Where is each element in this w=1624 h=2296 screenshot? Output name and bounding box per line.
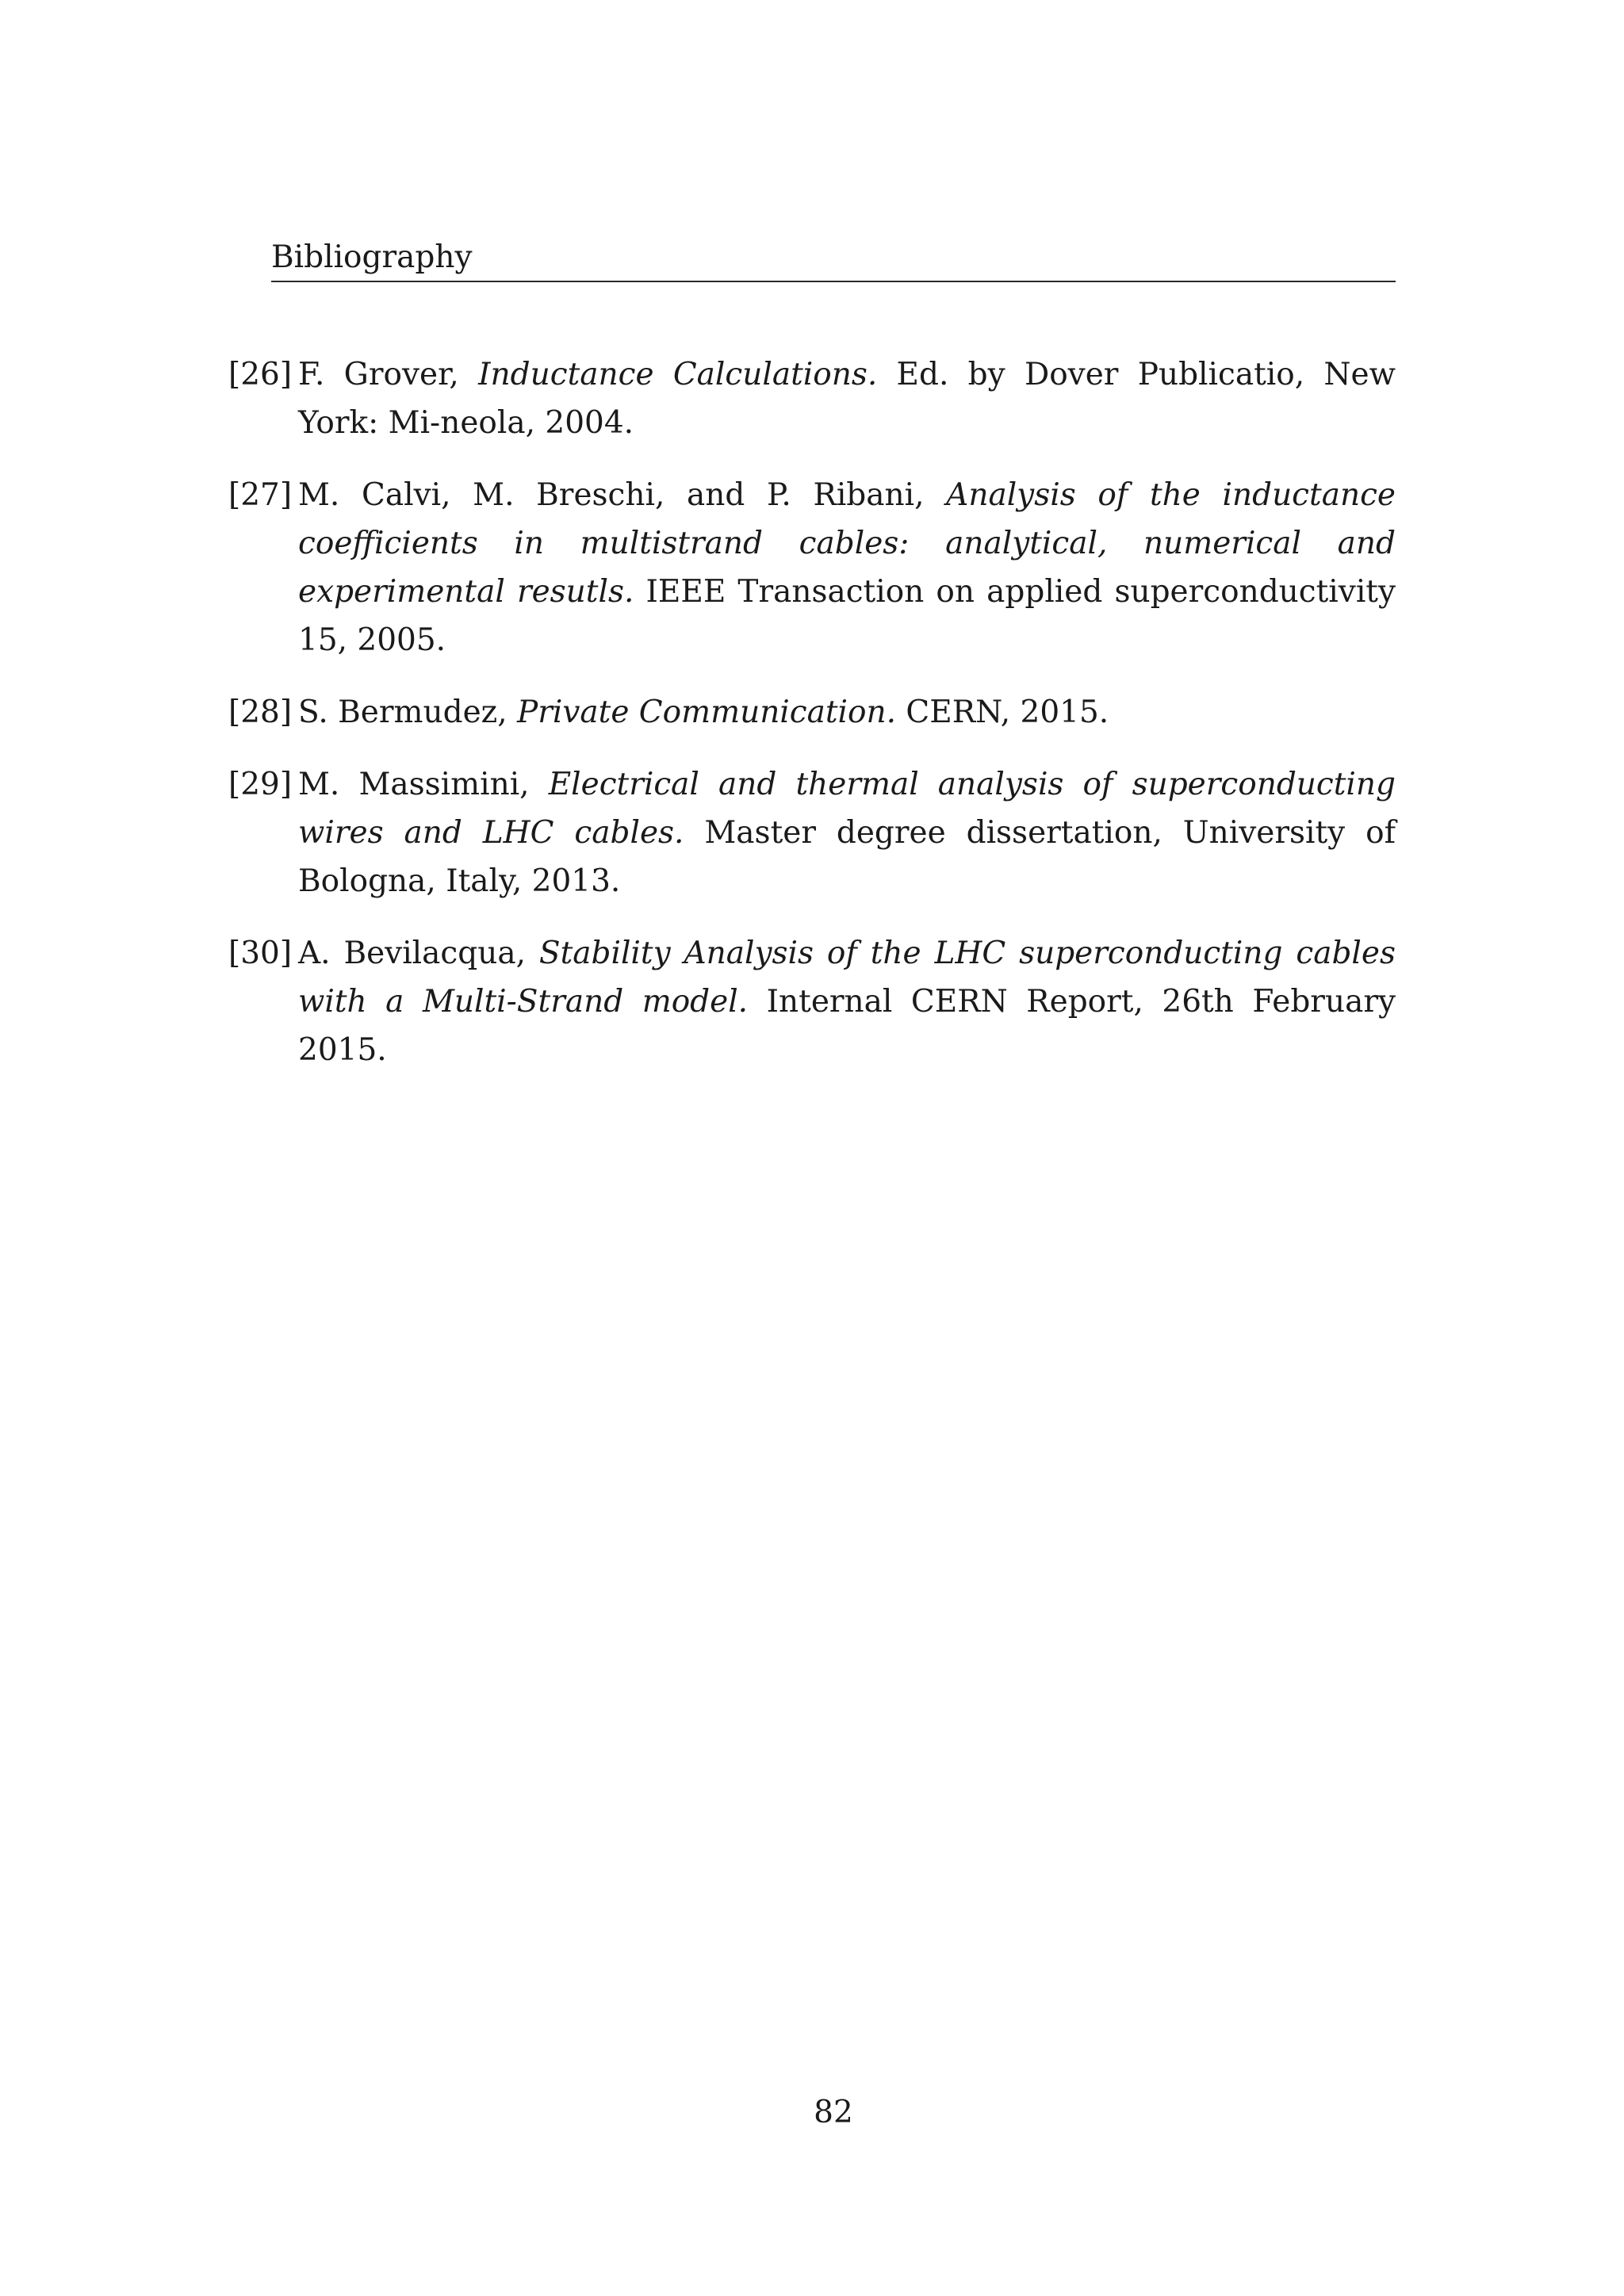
reference-authors: S. Bermudez, [298, 695, 517, 730]
bibliography-list [228, 350, 1396, 1098]
reference-title: Electrical and thermal analysis of superconducting wires and LHC cables. [298, 767, 1396, 851]
reference-title: Private Communication. [517, 695, 897, 730]
reference-entry [228, 760, 1396, 905]
reference-details: Ed. by Dover Publicatio, New York: Mi-neola, 2004. [298, 357, 1396, 441]
reference-number: [30] [228, 936, 293, 971]
reference-entry [228, 471, 1396, 664]
reference-entry [228, 929, 1396, 1074]
reference-details: Master degree dissertation, University of Bologna, Italy, 2013. [298, 815, 1396, 899]
reference-authors: F. Grover, [298, 357, 479, 392]
reference-title: Analysis of the inductance coefficients in multistrand cables: analytical, numerical and experimental resutls. [298, 477, 1396, 610]
reference-details: CERN, 2015. [896, 695, 1109, 730]
reference-text [298, 471, 1396, 664]
reference-text [298, 350, 1396, 447]
header-rule [271, 281, 1396, 282]
reference-entry [228, 350, 1396, 447]
reference-authors: M. Calvi, M. Breschi, and P. Ribani, [298, 477, 947, 513]
reference-title: Stability Analysis of the LHC superconducting cables with a Multi-Strand model. [298, 936, 1396, 1020]
reference-number: [27] [228, 477, 293, 513]
reference-title: Inductance Calculations. [478, 357, 878, 392]
page-number: 82 [814, 2095, 853, 2130]
reference-text [298, 688, 1396, 737]
reference-text [298, 760, 1396, 905]
reference-number: [28] [228, 695, 293, 730]
reference-number: [29] [228, 767, 293, 802]
reference-details: IEEE Transaction on applied superconductivity 15, 2005. [298, 574, 1396, 658]
reference-details: Internal CERN Report, 26th February 2015. [298, 984, 1396, 1068]
running-header: Bibliography [271, 239, 473, 275]
reference-text [298, 929, 1396, 1074]
reference-authors: A. Bevilacqua, [298, 936, 539, 971]
reference-authors: M. Massimini, [298, 767, 549, 802]
reference-number: [26] [228, 357, 293, 392]
reference-entry [228, 688, 1396, 737]
